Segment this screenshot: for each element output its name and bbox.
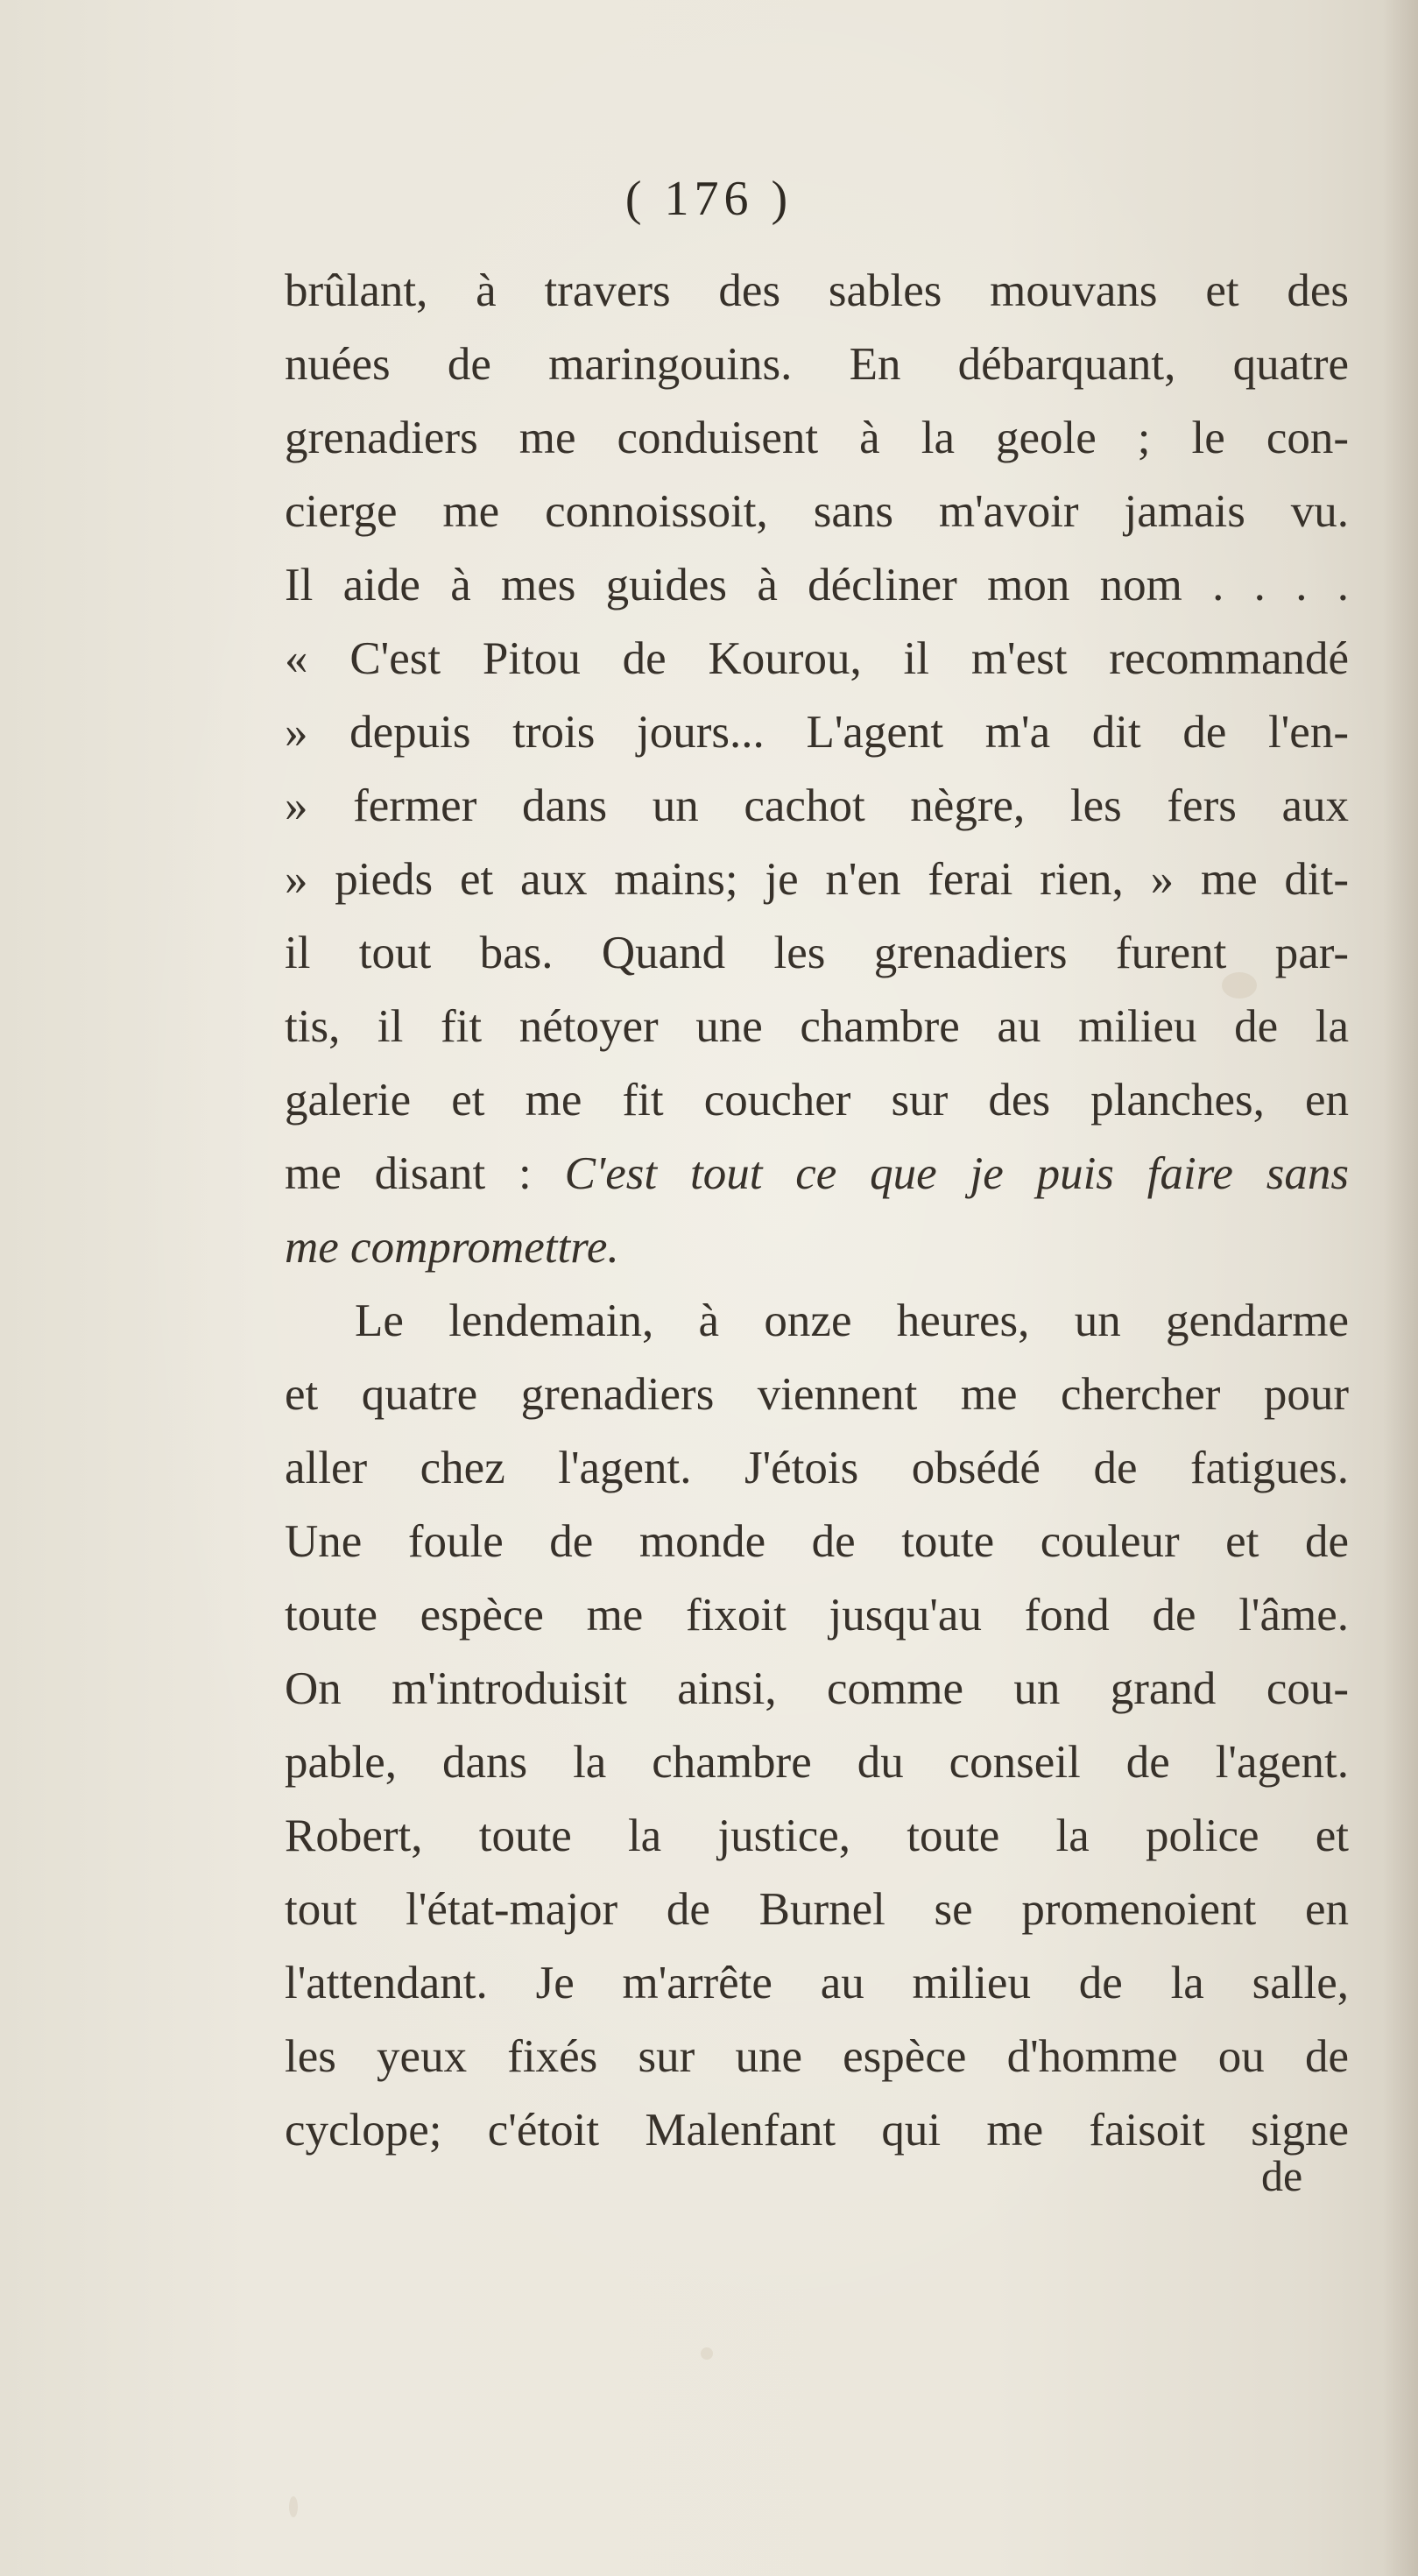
text-line: » fermer dans un cachot nègre, les fers aux [285, 780, 1349, 831]
text-line: Il aide à mes guides à décliner mon nom . . . . [285, 560, 1349, 610]
catchword: de [1261, 2151, 1303, 2200]
text-line: galerie et me fit coucher sur des planches, en [285, 1075, 1349, 1126]
text-line: l'attendant. Je m'arrête au milieu de la salle, [285, 1958, 1349, 2008]
text-line: brûlant, à travers des sables mouvans et des [285, 265, 1349, 316]
text-line: il tout bas. Quand les grenadiers furent par- [285, 928, 1349, 978]
text-line: Une foule de monde de toute couleur et de [285, 1516, 1349, 1567]
text-line-with-italic [285, 1137, 1349, 1210]
text-line: tout l'état-major de Burnel se promenoient en [285, 1884, 1349, 1935]
body-text [285, 254, 1349, 2167]
text-line: cyclope; c'étoit Malenfant qui me faisoit signe [285, 2105, 1349, 2156]
text-line: » pieds et aux mains; je n'en ferai rien, » me dit- [285, 854, 1349, 905]
foxing-spot [701, 2347, 713, 2360]
page-number: ( 176 ) [624, 172, 794, 226]
text-line: » depuis trois jours... L'agent m'a dit de l'en- [285, 707, 1349, 758]
text-line: Robert, toute la justice, toute la police et [285, 1810, 1349, 1861]
paragraph-start-line: Le lendemain, à onze heures, un gendarme [355, 1295, 1349, 1346]
text-line: toute espèce me fixoit jusqu'au fond de l'âme. [285, 1590, 1349, 1641]
text-line: aller chez l'agent. J'étois obsédé de fatigues. [285, 1443, 1349, 1493]
text-prefix: me disant : [285, 1148, 565, 1199]
text-line: grenadiers me conduisent à la geole ; le con- [285, 413, 1349, 463]
italic-quote-end: me compromettre. [285, 1222, 619, 1273]
text-line: nuées de maringouins. En débarquant, quatre [285, 339, 1349, 390]
text-line: « C'est Pitou de Kourou, il m'est recommandé [285, 633, 1349, 684]
text-line: tis, il fit nétoyer une chambre au milieu de la [285, 1001, 1349, 1052]
text-line: pable, dans la chambre du conseil de l'agent. [285, 1737, 1349, 1788]
page-edge-shadow [1383, 0, 1418, 2576]
italic-quote: C'est tout ce que je puis faire sans [564, 1148, 1349, 1199]
text-line: et quatre grenadiers viennent me chercher pour [285, 1369, 1349, 1420]
foxing-spot [289, 2496, 298, 2517]
text-line: les yeux fixés sur une espèce d'homme ou de [285, 2031, 1349, 2082]
text-line: cierge me connoissoit, sans m'avoir jamais vu. [285, 486, 1349, 537]
text-line: On m'introduisit ainsi, comme un grand cou- [285, 1663, 1349, 1714]
